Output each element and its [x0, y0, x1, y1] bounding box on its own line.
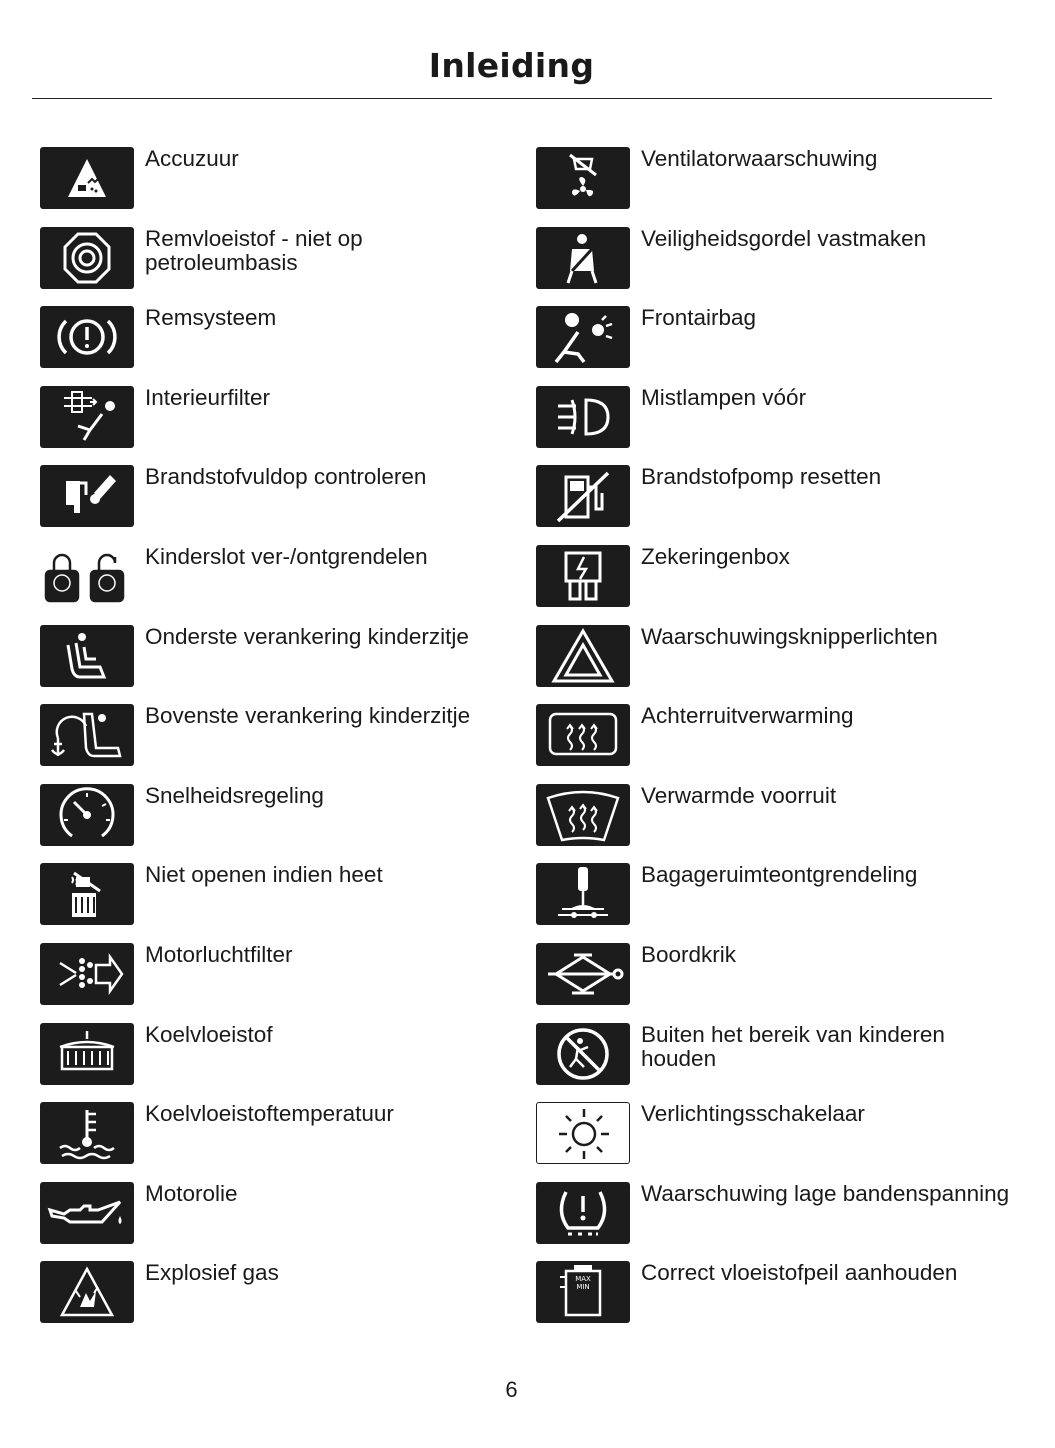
brake-system-icon — [40, 306, 134, 368]
trunk-release-icon — [536, 863, 630, 925]
engine-coolant-icon — [40, 1023, 134, 1085]
symbol-label: Waarschuwing lage bandenspanning — [641, 1180, 1010, 1206]
symbol-label: Verlichtingsschakelaar — [641, 1101, 865, 1127]
seatbelt-icon — [536, 227, 630, 289]
symbol-entry — [536, 545, 1006, 607]
symbol-label: Frontairbag — [641, 305, 757, 331]
symbol-entry — [40, 306, 510, 368]
symbol-label: Veiligheidsgordel vastmaken — [641, 225, 927, 251]
max-label: MAX — [575, 1275, 591, 1284]
symbol-entry — [40, 784, 510, 846]
symbol-label: Accuzuur — [145, 146, 239, 171]
symbol-label: Ventilatorwaarschuwing — [641, 146, 878, 171]
child-seat-lower-anchor-icon — [40, 625, 134, 687]
symbol-entry — [536, 625, 1006, 687]
symbol-label: Brandstofpomp resetten — [641, 464, 882, 490]
cabin-filter-icon — [40, 386, 134, 448]
symbol-label: Remvloeistof - niet op petroleumbasis — [145, 225, 363, 275]
symbol-label: Snelheidsregeling — [145, 782, 324, 808]
symbol-label: Bovenste verankering kinderzitje — [145, 703, 471, 729]
fuel-cap-icon — [40, 465, 134, 527]
symbol-label: Waarschuwingsknipperlichten — [641, 623, 938, 649]
symbol-entry — [40, 465, 510, 527]
jack-icon — [536, 943, 630, 1005]
front-fog-lamp-icon — [536, 386, 630, 448]
fan-warning-icon — [536, 147, 630, 209]
symbol-entry — [40, 1023, 510, 1085]
symbol-label: Onderste verankering kinderzitje — [145, 623, 469, 649]
symbol-label: Brandstofvuldop controleren — [145, 464, 427, 490]
fuse-box-icon — [536, 545, 630, 607]
symbol-label: Motorolie — [145, 1180, 238, 1206]
symbol-entry — [536, 386, 1006, 448]
symbol-entry — [40, 1261, 510, 1323]
symbol-entry — [40, 1182, 510, 1244]
symbol-label: Bagageruimteontgrendeling — [641, 862, 918, 888]
symbol-label: Boordkrik — [641, 941, 737, 967]
symbol-label: Explosief gas — [145, 1260, 279, 1286]
child-lock-icon — [40, 545, 134, 607]
symbol-entry — [536, 863, 1006, 925]
symbol-entry — [536, 227, 1006, 289]
symbol-label: Remsysteem — [145, 305, 277, 331]
symbol-label: Koelvloeistoftemperatuur — [145, 1101, 394, 1127]
engine-oil-icon — [40, 1182, 134, 1244]
brake-fluid-icon — [40, 227, 134, 289]
child-seat-tether-icon — [40, 704, 134, 766]
symbol-entry — [536, 1023, 1006, 1085]
symbol-label: Mistlampen vóór — [641, 384, 807, 410]
coolant-temperature-icon — [40, 1102, 134, 1164]
keep-out-of-reach-icon — [536, 1023, 630, 1085]
hazard-flasher-icon — [536, 625, 630, 687]
symbol-label: Verwarmde voorruit — [641, 782, 837, 808]
symbol-entry — [40, 545, 510, 607]
symbol-label: Correct vloeistofpeil aanhouden — [641, 1260, 958, 1286]
symbol-label: Kinderslot ver-/ontgrendelen — [145, 543, 428, 569]
symbol-entry — [40, 227, 510, 289]
page-number: 6 — [505, 1377, 518, 1402]
symbol-entry — [40, 704, 510, 766]
symbol-entry — [536, 1102, 1006, 1164]
explosive-gas-icon — [40, 1261, 134, 1323]
battery-acid-icon — [40, 147, 134, 209]
symbol-entry — [40, 147, 510, 209]
page-title: Inleiding — [428, 46, 595, 85]
fuel-pump-reset-icon — [536, 465, 630, 527]
symbol-label: Zekeringenbox — [641, 543, 790, 569]
symbol-label: Motorluchtfilter — [145, 941, 293, 967]
symbol-entry — [536, 943, 1006, 1005]
min-label: MIN — [576, 1283, 590, 1292]
heated-windscreen-icon — [536, 784, 630, 846]
do-not-open-hot-icon — [40, 863, 134, 925]
header-divider — [32, 98, 992, 99]
front-airbag-icon — [536, 306, 630, 368]
symbol-entry — [536, 784, 1006, 846]
fluid-level-icon — [536, 1261, 630, 1323]
symbol-entry — [536, 1180, 1010, 1244]
symbol-label: Niet openen indien heet — [145, 862, 383, 888]
symbol-entry — [536, 306, 1006, 368]
symbol-label: Koelvloeistof — [145, 1021, 273, 1047]
lighting-control-icon — [536, 1102, 630, 1164]
rear-defrost-icon — [536, 704, 630, 766]
symbol-list-right — [536, 146, 1010, 1341]
tire-pressure-icon — [536, 1182, 630, 1244]
symbol-list-left — [40, 147, 510, 1341]
symbol-entry — [40, 863, 510, 925]
symbol-label: Buiten het bereik van kinderen houden — [641, 1021, 945, 1071]
symbol-entry — [536, 465, 1006, 527]
symbol-entry — [536, 1261, 1006, 1323]
symbol-entry — [40, 1102, 510, 1164]
symbol-entry — [40, 943, 510, 1005]
symbol-entry — [536, 704, 1006, 766]
cruise-control-icon — [40, 784, 134, 846]
symbol-entry — [40, 386, 510, 448]
engine-air-filter-icon — [40, 943, 134, 1005]
symbol-label: Achterruitverwarming — [641, 703, 854, 729]
symbol-entry — [536, 147, 1006, 209]
symbol-label: Interieurfilter — [145, 384, 271, 410]
symbol-entry — [40, 625, 510, 687]
